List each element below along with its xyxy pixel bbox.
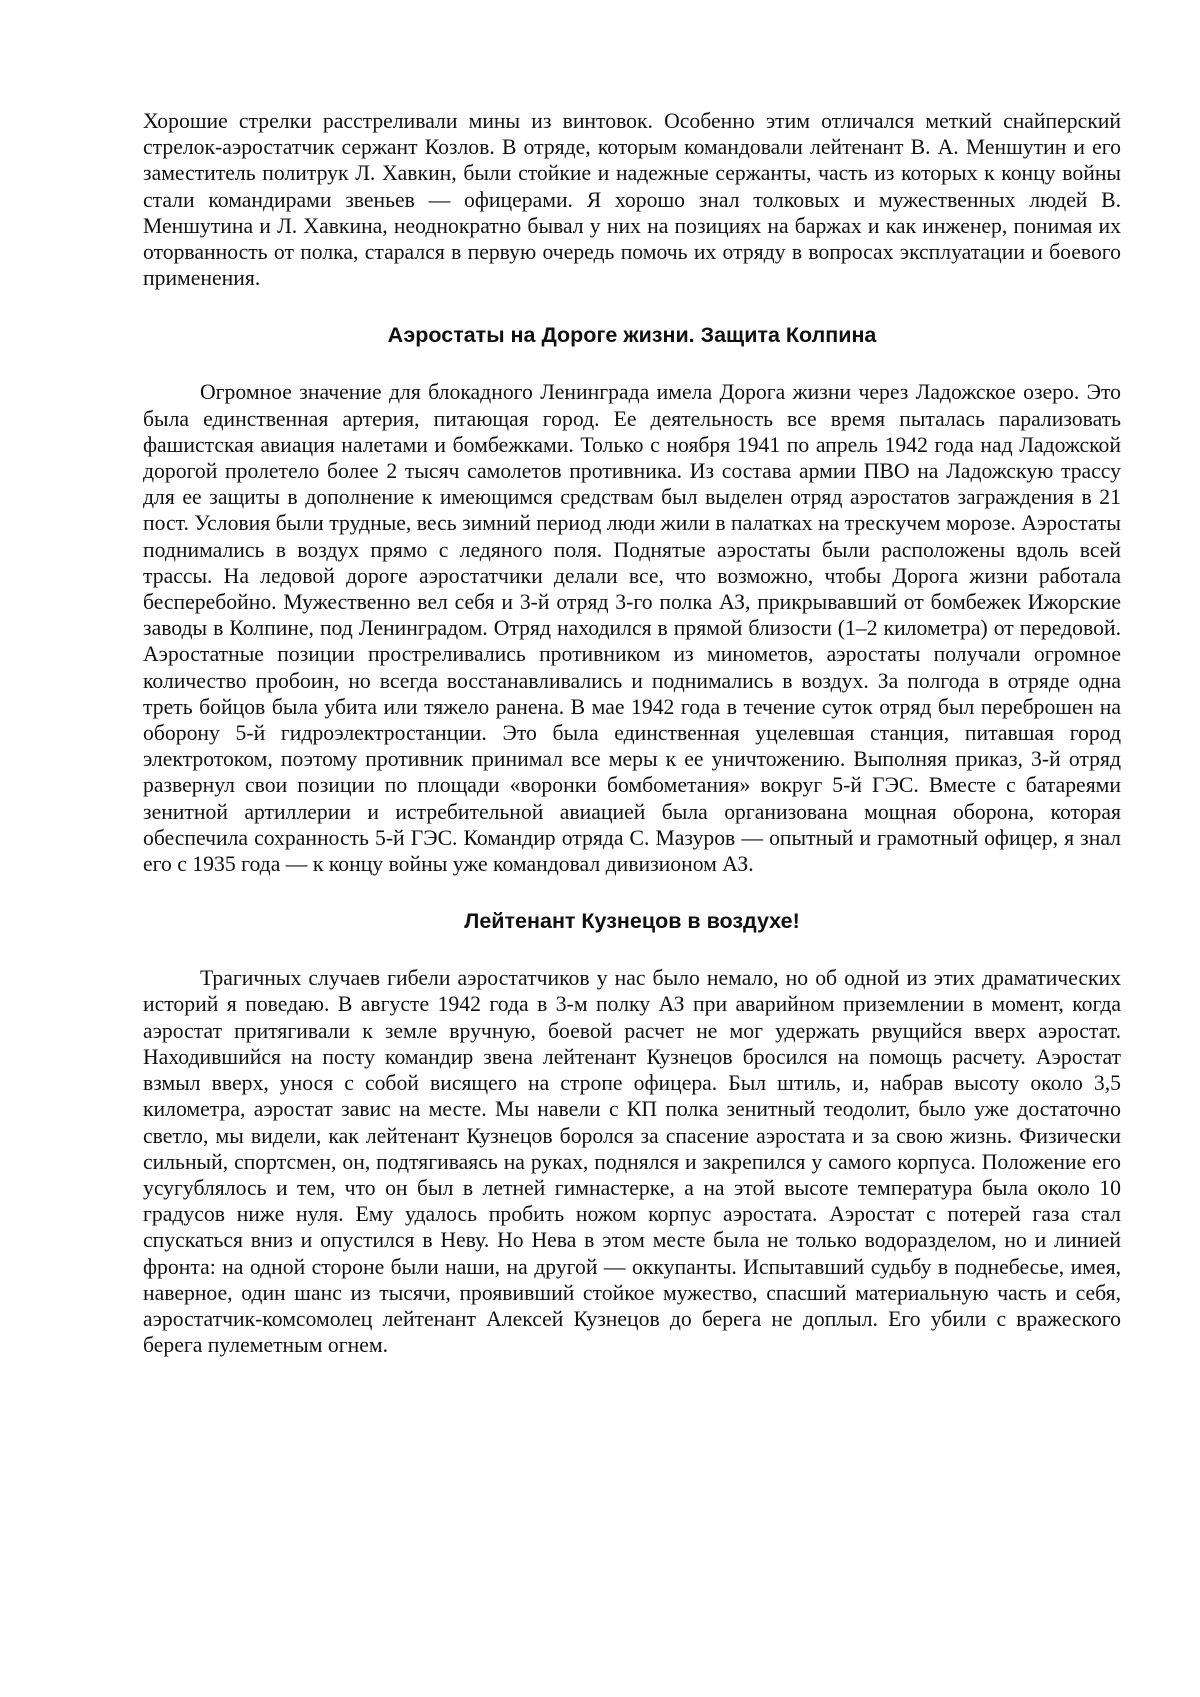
section-heading: Лейтенант Кузнецов в воздухе!: [464, 909, 800, 934]
body-paragraph: Трагичных случаев гибели аэростатчиков у нас было немало, но об одной из этих драматических историй я поведаю. В августе 1942 года в 3-м полку АЗ при аварийном приземлении в момент, когда аэростат притягивали к земле вручную, боевой расчет не мог удержать рвущийся вверх аэростат. Находившийся на посту командир звена лейтенант Кузнецов бросился на помощь расчету. Аэростат взмыл вверх, унося с собой висящего на стропе офицера. Был штиль, и, набрав высоту около 3,5 километра, аэростат завис на месте. Мы навели с КП полка зенитный теодолит, было уже достаточно светло, мы видели, как лейтенант Кузнецов боролся за спасение аэростата и за свою жизнь. Физически сильный, спортсмен, он, подтягиваясь на руках, поднялся и закрепился у самого корпуса. Положение его усугублялось и тем, что он был в летней гимнастерке, а на этой высоте температура была около 10 градусов ниже нуля. Ему удалось пробить ножом корпус аэростата. Аэростат с потерей газа стал спускаться вниз и опустился в Неву. Но Нева в этом месте была не только водоразделом, но и линией фронта: на одной стороне были наши, на другой — оккупанты. Испытавший судьбу в поднебесье, имея, наверное, один шанс из тысячи, проявивший стойкое мужество, спасший материальную часть и себя, аэростатчик-комсомолец лейтенант Алексей Кузнецов до берега не доплыл. Его убили с вражеского берега пулеметным огнем.: [143, 966, 1121, 1358]
section-heading: Аэростаты на Дороге жизни. Защита Колпина: [387, 323, 877, 348]
body-paragraph: Хорошие стрелки расстреливали мины из винтовок. Особенно этим отличался меткий снайперский стрелок-аэростатчик сержант Козлов. В отряде, которым командовали лейтенант В. А. Меншутин и его заместитель политрук Л. Хавкин, были стойкие и надежные сержанты, часть из которых к концу войны стали командирами звеньев — офицерами. Я хорошо знал толковых и мужественных людей В. Меншутина и Л. Хавкина, неоднократно бывал у них на позициях на баржах и как инженер, понимая их оторванность от полка, старался в первую очередь помочь их отряду в вопросах эксплуатации и боевого применения.: [143, 109, 1121, 291]
body-paragraph: Огромное значение для блокадного Ленинграда имела Дорога жизни через Ладожское озеро. Это была единственная артерия, питающая город. Ее деятельность все время пыталась парализовать фашистская авиация налетами и бомбежками. Только с ноября 1941 по апрель 1942 года над Ладожской дорогой пролетело более 2 тысяч самолетов противника. Из состава армии ПВО на Ладожскую трассу для ее защиты в дополнение к имеющимся средствам был выделен отряд аэростатов заграждения в 21 пост. Условия были трудные, весь зимний период люди жили в палатках на трескучем морозе. Аэростаты поднимались в воздух прямо с ледяного поля. Поднятые аэростаты были расположены вдоль всей трассы. На ледовой дороге аэростатчики делали все, что возможно, чтобы Дорога жизни работала бесперебойно. Мужественно вел себя и 3-й отряд 3-го полка АЗ, прикрывавший от бомбежек Ижорские заводы в Колпине, под Ленинградом. Отряд находился в прямой близости (1–2 километра) от передовой. Аэростатные позиции простреливались противником из минометов, аэростаты получали огромное количество пробоин, но всегда восстанавливались и поднимались в воздух. За полгода в отряде одна треть бойцов была убита или тяжело ранена. В мае 1942 года в течение суток отряд был переброшен на оборону 5-й гидроэлектростанции. Это была единственная уцелевшая станция, питавшая город электротоком, поэтому противник принимал все меры к ее уничтожению. Выполняя приказ, 3-й отряд развернул свои позиции по площади «воронки бомбометания» вокруг 5-й ГЭС. Вместе с батареями зенитной артиллерии и истребительной авиацией была организована мощная оборона, которая обеспечила сохранность 5-й ГЭС. Командир отряда С. Мазуров — опытный и грамотный офицер, я знал его с 1935 года — к концу войны уже командовал дивизионом АЗ.: [143, 380, 1121, 877]
document-page: [143, 108, 1121, 1358]
